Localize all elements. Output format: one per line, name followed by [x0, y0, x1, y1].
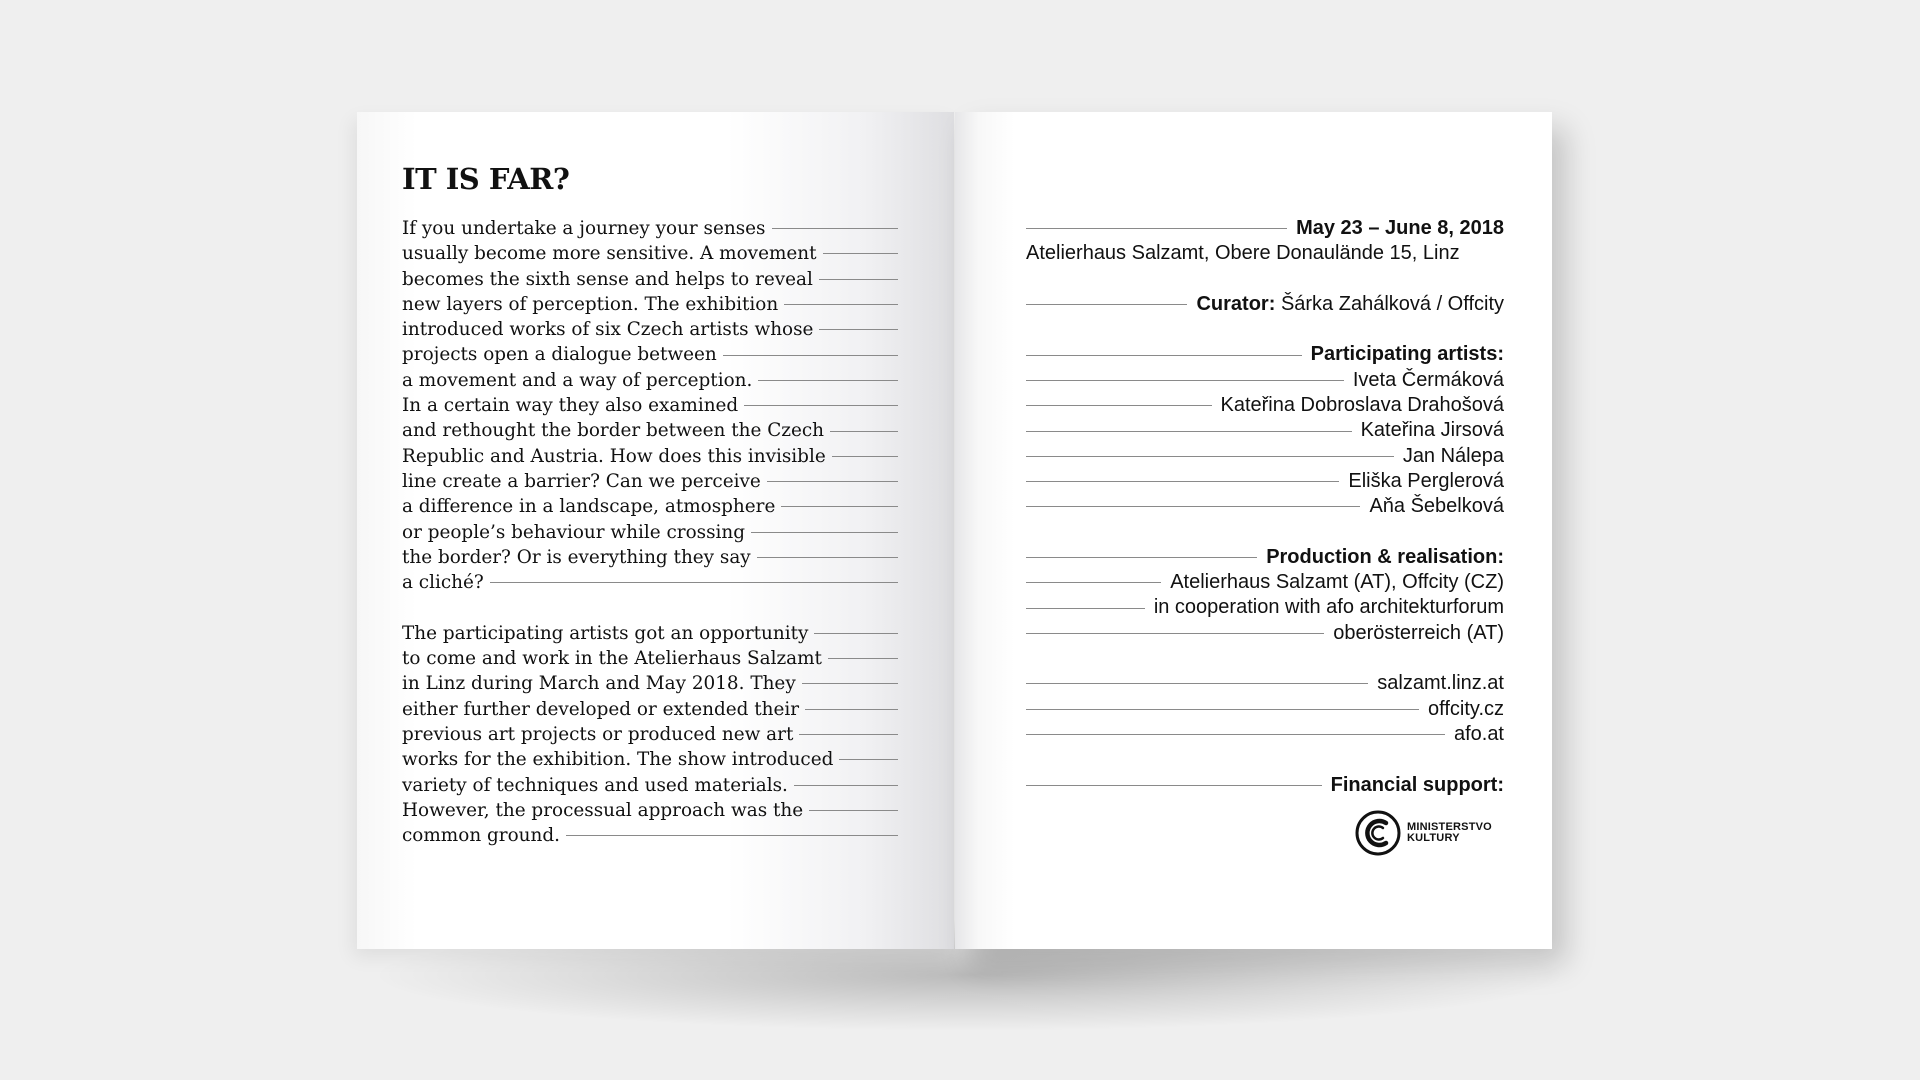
- text-line: or people’s behaviour while crossing: [402, 520, 898, 545]
- artist-name: Kateřina Dobroslava Drahošová: [1220, 394, 1504, 417]
- logo-text-line: MINISTERSTVO: [1407, 821, 1492, 833]
- line-rule: [805, 709, 898, 710]
- venue-row: [1026, 241, 1504, 266]
- credits-column: [1026, 216, 1504, 798]
- curator-row: [1026, 292, 1504, 317]
- curator-name: Šárka Zahálková / Offcity: [1280, 292, 1504, 315]
- text-line: works for the exhibition. The show introduced: [402, 747, 898, 772]
- text-line: usually become more sensitive. A movement: [402, 241, 898, 266]
- text-line: The participating artists got an opportunity: [402, 621, 898, 646]
- artist-name: Iveta Čermáková: [1352, 368, 1504, 391]
- line-rule: [784, 304, 898, 305]
- artists-heading: Participating artists:: [1310, 343, 1504, 366]
- text-line: introduced works of six Czech artists whose: [402, 317, 898, 342]
- line-rule: [814, 633, 898, 634]
- artist-name: Jan Nálepa: [1402, 444, 1504, 467]
- production-heading: Production & realisation:: [1266, 545, 1504, 568]
- text-line: the border? Or is everything they say: [402, 545, 898, 570]
- left-page: [357, 112, 954, 949]
- artist-name: Kateřina Jirsová: [1360, 419, 1504, 442]
- line-rule: [1026, 481, 1339, 482]
- line-rule: [1026, 683, 1368, 684]
- body-text: [402, 216, 898, 848]
- text-line: and rethought the border between the Czech: [402, 418, 898, 443]
- line-rule: [758, 380, 898, 381]
- line-rule: [832, 456, 898, 457]
- artists-heading-row: [1026, 342, 1504, 367]
- line-rule: [744, 405, 898, 406]
- artist-row: [1026, 368, 1504, 393]
- exhibition-dates: May 23 – June 8, 2018: [1296, 217, 1504, 239]
- text-line: variety of techniques and used materials.: [402, 773, 898, 798]
- line-rule: [819, 279, 898, 280]
- text-line: a cliché?: [402, 570, 898, 595]
- curator-label: Curator:: [1196, 292, 1276, 315]
- website-link: offcity.cz: [1428, 697, 1504, 720]
- line-rule: [1026, 431, 1352, 432]
- text-line: line create a barrier? Can we perceive: [402, 469, 898, 494]
- line-rule: [1026, 633, 1324, 634]
- line-rule: [772, 228, 899, 229]
- text-line: However, the processual approach was the: [402, 798, 898, 823]
- line-rule: [781, 506, 898, 507]
- line-rule: [1026, 304, 1187, 305]
- link-row: [1026, 671, 1504, 696]
- line-rule: [1026, 456, 1394, 457]
- line-rule: [1026, 785, 1322, 786]
- text-line: a difference in a landscape, atmosphere: [402, 494, 898, 519]
- ministry-logo: [1355, 810, 1492, 856]
- support-heading: Financial support:: [1330, 773, 1504, 796]
- line-rule: [802, 683, 898, 684]
- website-link: salzamt.linz.at: [1377, 672, 1504, 695]
- text-line: a movement and a way of perception.: [402, 368, 898, 393]
- text-line: to come and work in the Atelierhaus Salzamt: [402, 646, 898, 671]
- artist-row: [1026, 444, 1504, 469]
- line-rule: [799, 734, 898, 735]
- line-rule: [1026, 582, 1161, 583]
- artist-name: Eliška Perglerová: [1348, 469, 1504, 492]
- page-title: IT IS FAR?: [402, 162, 570, 196]
- text-line: new layers of perception. The exhibition: [402, 292, 898, 317]
- line-rule: [839, 759, 898, 760]
- production-row: [1026, 570, 1504, 595]
- line-rule: [1026, 355, 1302, 356]
- text-line: common ground.: [402, 823, 898, 848]
- line-rule: [1026, 557, 1257, 558]
- text-line: projects open a dialogue between: [402, 342, 898, 367]
- text-line: becomes the sixth sense and helps to reveal: [402, 267, 898, 292]
- line-rule: [566, 835, 898, 836]
- line-rule: [723, 355, 898, 356]
- artist-row: [1026, 494, 1504, 519]
- line-rule: [757, 557, 898, 558]
- artist-row: [1026, 393, 1504, 418]
- ministry-emblem-icon: [1355, 810, 1401, 856]
- line-rule: [809, 810, 898, 811]
- link-row: [1026, 697, 1504, 722]
- line-rule: [823, 253, 898, 254]
- line-rule: [1026, 734, 1445, 735]
- production-line: oberösterreich (AT): [1333, 621, 1504, 644]
- line-rule: [1026, 405, 1212, 406]
- text-line: either further developed or extended their: [402, 697, 898, 722]
- support-heading-row: [1026, 773, 1504, 798]
- text-line: in Linz during March and May 2018. They: [402, 671, 898, 696]
- production-row: [1026, 595, 1504, 620]
- production-row: [1026, 621, 1504, 646]
- text-line: If you undertake a journey your senses: [402, 216, 898, 241]
- artist-row: [1026, 418, 1504, 443]
- production-line: in cooperation with afo architekturforum: [1153, 596, 1504, 619]
- text-line: Republic and Austria. How does this invisible: [402, 444, 898, 469]
- line-rule: [830, 431, 898, 432]
- line-rule: [767, 481, 898, 482]
- line-rule: [819, 329, 898, 330]
- dates-row: [1026, 216, 1504, 241]
- logo-text-line: KULTURY: [1407, 832, 1460, 844]
- line-rule: [1026, 608, 1145, 609]
- production-line: Atelierhaus Salzamt (AT), Offcity (CZ): [1170, 571, 1504, 594]
- line-rule: [1026, 228, 1287, 229]
- production-heading-row: [1026, 545, 1504, 570]
- artist-row: [1026, 469, 1504, 494]
- text-line: previous art projects or produced new art: [402, 722, 898, 747]
- line-rule: [1026, 709, 1419, 710]
- artist-name: Aňa Šebelková: [1369, 495, 1504, 518]
- website-link: afo.at: [1453, 722, 1504, 745]
- line-rule: [828, 658, 898, 659]
- line-rule: [794, 785, 898, 786]
- link-row: [1026, 722, 1504, 747]
- line-rule: [1026, 380, 1344, 381]
- line-rule: [1026, 506, 1360, 507]
- text-line: In a certain way they also examined: [402, 393, 898, 418]
- line-rule: [751, 532, 898, 533]
- line-rule: [490, 582, 898, 583]
- right-page: [955, 112, 1552, 949]
- venue-address: Atelierhaus Salzamt, Obere Donaulände 15, Linz: [1026, 242, 1460, 265]
